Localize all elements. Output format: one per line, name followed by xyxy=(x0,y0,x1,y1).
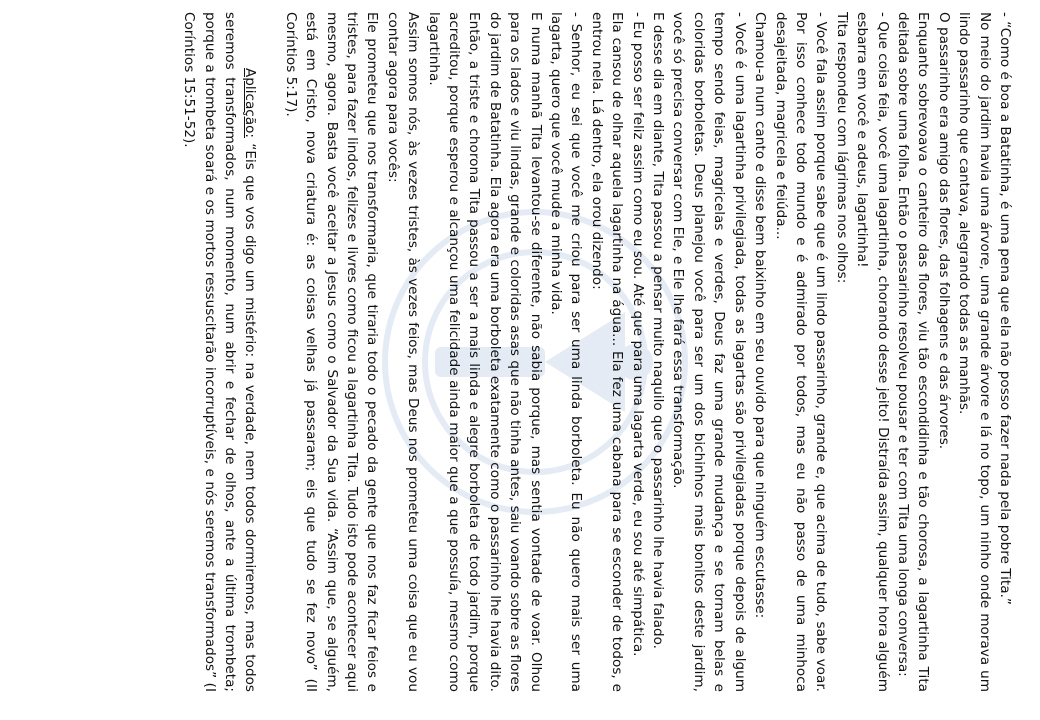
story-paragraph: - Eu posso ser feliz assim como eu sou. Até que para uma lagarta verde, eu sou até simpática. xyxy=(629,12,646,657)
story-paragraph: E desse dia em diante, Tita passou a pensar muito naquilo que o passarinho lhe havia falado. xyxy=(650,12,667,650)
story-paragraph: Ele prometeu que nos transformaria, que tiraria todo o pecado da gente que nos faz ficar feios e tristes, para fazer lindos, felizes e livres como ficou a lagartinha Tita. Tudo isto pode acontecer aqui mesmo, agora. Basta você aceitar a Jesus como o Salvador da Sua vida. “Assim que, se alguém, está em Cristo, nova criatura é: as coisas velhas já passaram; eis que tudo se fez novo” (II Coríntios 5:17). xyxy=(282,12,381,692)
story-paragraph: - Senhor, eu sei que você me criou para ser uma linda borboleta. Eu não quero mais ser uma lagarta, quero que você mude a minha vida. xyxy=(548,12,585,692)
story-paragraph: - Você é uma lagartinha privilegiada, todas as lagartas são privilegiadas porque depois de algum tempo sendo feias, magricelas e verdes, Deus faz uma grande mudança e se tornam belas e coloridas borboletas. Deus planejou você para ser um dos bichinhos mais bonitos deste jardim, você só precisa conversar com Ele, e Ele lhe fará essa transformação. xyxy=(670,12,748,692)
story-paragraph: - Você fala assim porque sabe que é um lindo passarinho, grande e, que acima de tudo, sabe voar. Por isso conhece todo mundo e é admirado por todos, mas eu não passo de uma minhoca desajeitada, magricela e feiúda... xyxy=(772,12,830,692)
application-paragraph xyxy=(179,12,261,692)
story-paragraph: O passarinho era amigo das flores, das folhagens e das árvores. xyxy=(935,12,952,450)
paragraph-spacer xyxy=(260,12,280,692)
story-paragraph: Enquanto sobrevoava o canteiro das flores, viu tão escondidinha e tão chorosa, a lagartinha Tita deitada sobre uma folha. Então o passarinho resolveu pousar e ter com Tita uma longa conversa: xyxy=(894,12,932,692)
story-paragraph: - Que coisa feia, você uma lagartinha, chorando desse jeito! Distraída assim, qualquer hora alguém esbarra em você e adeus, lagartinha! xyxy=(854,12,891,692)
application-text: “Eis que vos digo um mistério: na verdade, nem todos dormiremos, mas todos seremos transformados, num momento, num abrir e fechar de olhos, ante a última trombeta; porque a trombeta soará e os mortos ressuscitarão incorruptíveis, e nós seremos transformados” (I Coríntios 15:51-52). xyxy=(181,12,259,692)
story-paragraph: Assim somos nós, às vezes tristes, às vezes feios, mas Deus nos prometeu uma coisa que eu vou contar agora para vocês: xyxy=(384,12,422,692)
story-paragraph: E numa manhã Tita levantou-se diferente, não sabia porque, mas sentia vontade de voar. Olhou para os lados e viu lindas, grande e coloridas asas que não tinha antes, saiu voando sobre as flores do jardim de Batatinha. Ela agora era uma borboleta exatamente como o passarinho lhe havia dito. xyxy=(486,12,544,692)
story-paragraph: Chamou-a num canto e disse bem baixinho em seu ouvido para que ninguém escutasse: xyxy=(752,12,769,619)
story-paragraph: Ela cansou de olhar aquela lagartinha na água... Ela fez uma cabana para se esconder de todos, e entrou nela. Lá dentro, ela orou dizendo: xyxy=(588,12,626,692)
story-paragraph: Então, a triste e chorona Tita passou a ser a mais linda e alegre borboleta de todo jardim, porque acreditou, porque esperou e alcançou uma felicidade ainda maior que a que possuía, mesmo como lagartinha. xyxy=(425,12,483,692)
application-label: Aplicação: xyxy=(242,68,259,138)
story-paragraph: No meio do jardim havia uma árvore, uma grande árvore e lá no topo, um ninho onde morava um lindo passarinho que cantava, alegrando todas as manhãs. xyxy=(956,12,993,692)
story-paragraph: - “Como é boa a Batatinha, é uma pena que ela não posso fazer nada pela pobre Tita.” xyxy=(997,12,1013,605)
story-text xyxy=(179,12,1015,692)
story-paragraph: Tita respondeu com lágrimas nos olhos: xyxy=(833,12,850,284)
rotated-text-column xyxy=(35,12,1015,692)
